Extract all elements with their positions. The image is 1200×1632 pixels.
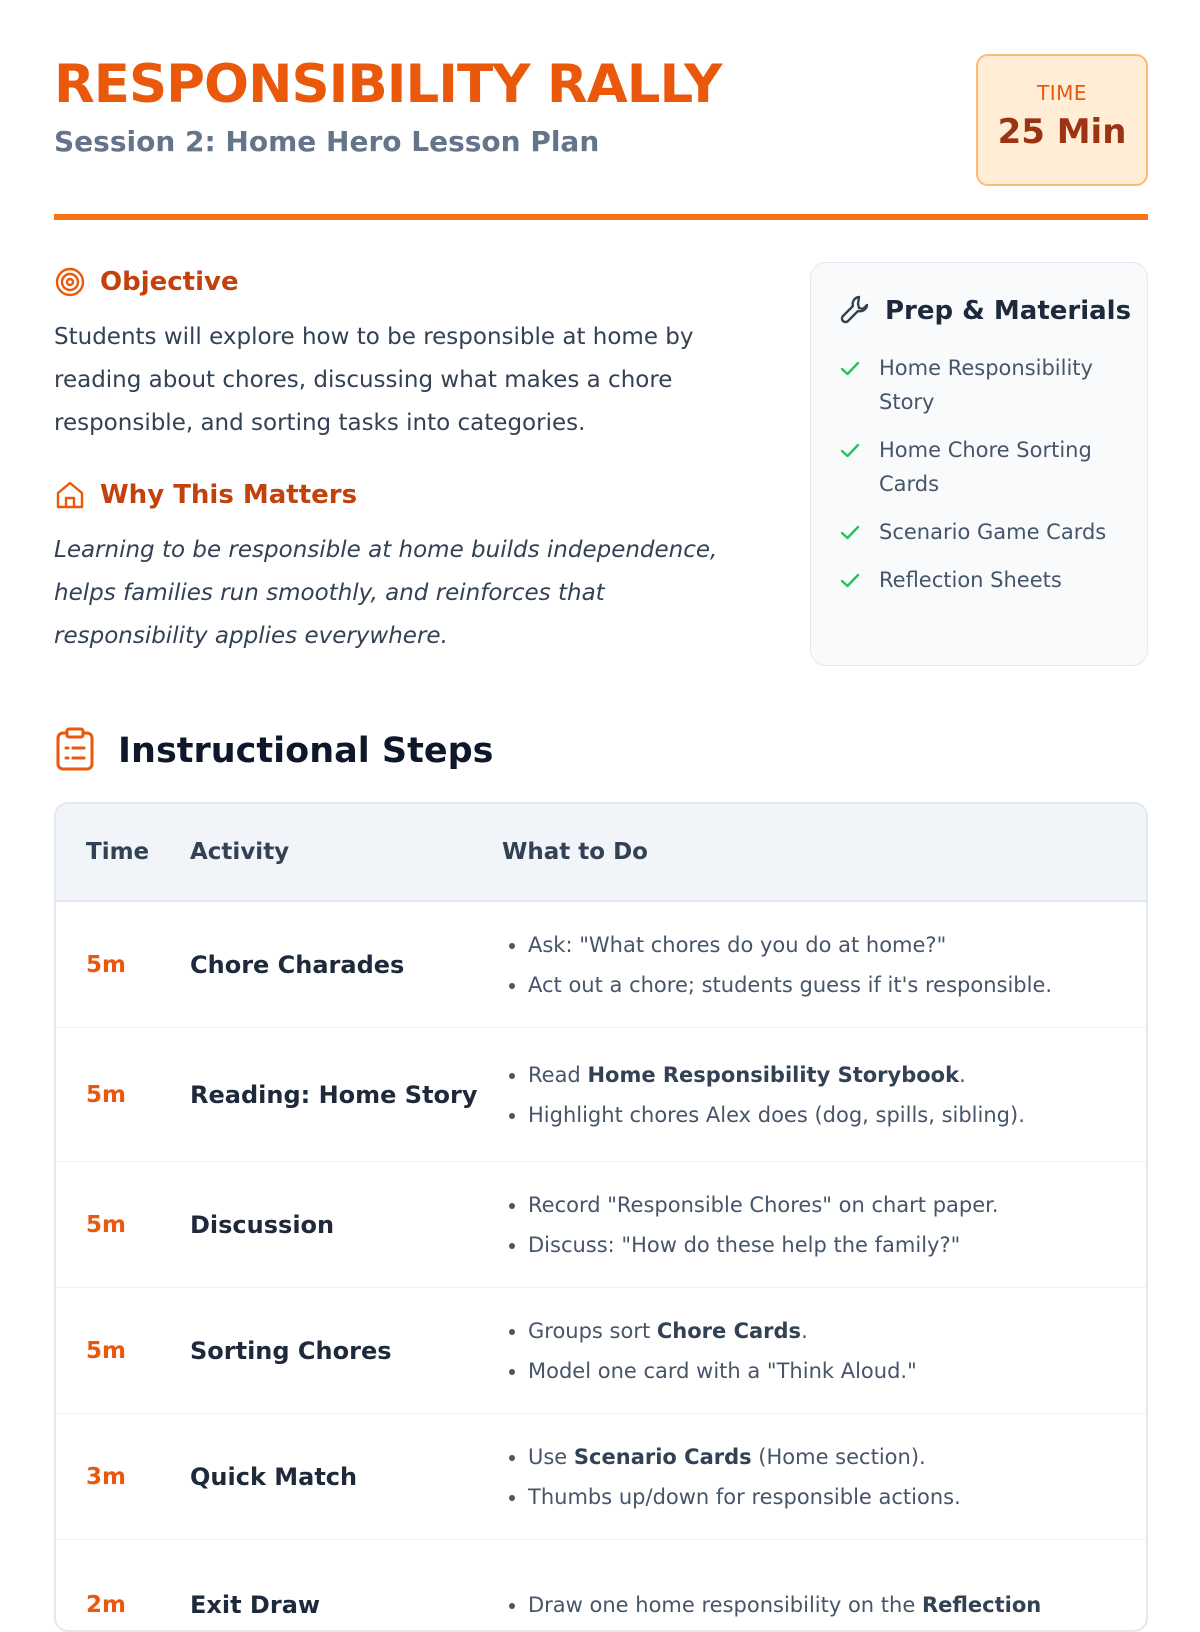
instruction-text: Act out a chore; students guess if it's responsible. xyxy=(528,972,1053,997)
instruction-item xyxy=(528,1585,1126,1625)
step-activity: Sorting Chores xyxy=(190,1336,392,1365)
table-row xyxy=(56,1028,1146,1162)
instruction-item xyxy=(528,1225,1126,1265)
instruction-text: Ask: "What chores do you do at home?" xyxy=(528,932,947,957)
header-divider xyxy=(54,214,1148,220)
instruction-text: Read xyxy=(528,1062,588,1087)
page-title: RESPONSIBILITY RALLY xyxy=(54,54,722,115)
instruction-resource: Scenario Cards xyxy=(573,1444,752,1469)
header xyxy=(54,50,1148,220)
instruction-item xyxy=(528,1095,1126,1135)
instruction-item xyxy=(528,1477,1126,1517)
check-icon xyxy=(839,433,865,467)
check-icon xyxy=(839,515,865,549)
clipboard-icon xyxy=(54,726,96,776)
instruction-item xyxy=(528,1311,1126,1351)
time-badge xyxy=(976,54,1148,186)
column-header-time: Time xyxy=(86,839,150,865)
step-instructions xyxy=(502,1585,1146,1625)
materials-item xyxy=(839,515,1121,549)
objective-heading xyxy=(54,262,754,302)
instruction-text: . xyxy=(801,1318,808,1343)
instruction-text: Thumbs up/down for responsible actions. xyxy=(528,1484,961,1509)
instruction-text: Highlight chores Alex does (dog, spills, sibling). xyxy=(528,1102,1025,1127)
objective-title: Objective xyxy=(100,267,239,297)
check-icon xyxy=(839,563,865,597)
time-label: TIME xyxy=(1036,81,1087,105)
instruction-text: Use xyxy=(528,1444,574,1469)
step-instructions xyxy=(502,1185,1146,1265)
materials-item-label: Home Responsibility Story xyxy=(879,356,1093,414)
step-time: 2m xyxy=(86,1591,126,1618)
instruction-text: Model one card with a "Think Aloud." xyxy=(528,1358,917,1383)
instruction-item xyxy=(528,965,1126,1005)
step-time: 5m xyxy=(86,1081,126,1108)
instruction-text: (Home section). xyxy=(751,1444,926,1469)
step-activity: Quick Match xyxy=(190,1462,358,1491)
left-column xyxy=(54,262,754,658)
materials-title: Prep & Materials xyxy=(885,296,1132,326)
time-value: 25 Min xyxy=(997,112,1127,152)
check-icon xyxy=(839,351,865,385)
step-activity: Discussion xyxy=(190,1210,335,1239)
materials-card xyxy=(810,262,1148,666)
instruction-item xyxy=(528,1055,1126,1095)
steps-table xyxy=(54,802,1148,1632)
materials-list xyxy=(839,351,1121,597)
instruction-text: . xyxy=(959,1062,966,1087)
table-body xyxy=(56,902,1146,1632)
steps-heading xyxy=(54,726,493,776)
instruction-resource: Home Responsibility Storybook xyxy=(587,1062,960,1087)
materials-item xyxy=(839,351,1121,419)
why-title: Why This Matters xyxy=(100,480,358,510)
instruction-text: Draw one home responsibility on the xyxy=(528,1592,922,1617)
step-activity: Reading: Home Story xyxy=(190,1080,478,1109)
objective-text: Students will explore how to be responsible at home by reading about chores, discussing what makes a chore responsible, and sorting tasks into categories. xyxy=(54,324,694,436)
step-instructions xyxy=(502,1055,1146,1135)
instruction-item xyxy=(528,1351,1126,1391)
materials-item xyxy=(839,563,1121,597)
materials-item-label: Scenario Game Cards xyxy=(879,520,1107,544)
step-instructions xyxy=(502,1437,1146,1517)
materials-heading xyxy=(839,293,1132,329)
table-row xyxy=(56,1540,1146,1632)
instruction-item xyxy=(528,925,1126,965)
materials-item xyxy=(839,433,1121,501)
column-header-activity: Activity xyxy=(190,839,290,865)
column-header-what-to-do: What to Do xyxy=(502,839,648,865)
step-time: 5m xyxy=(86,1211,126,1238)
house-icon xyxy=(54,479,86,511)
table-row xyxy=(56,902,1146,1028)
step-time: 3m xyxy=(86,1463,126,1490)
instruction-text: Discuss: "How do these help the family?" xyxy=(528,1232,961,1257)
step-time: 5m xyxy=(86,951,126,978)
materials-item-label: Home Chore Sorting Cards xyxy=(879,438,1092,496)
step-activity: Chore Charades xyxy=(190,950,405,979)
wrench-icon xyxy=(839,293,871,329)
instruction-text: Record "Responsible Chores" on chart paper. xyxy=(528,1192,999,1217)
instruction-resource: Reflection xyxy=(921,1592,1042,1617)
why-text: Learning to be responsible at home builds independence, helps families run smoothly, and reinforces that responsibility applies everywhere. xyxy=(54,537,718,649)
instruction-text: Groups sort xyxy=(528,1318,657,1343)
table-row xyxy=(56,1162,1146,1288)
page-subtitle: Session 2: Home Hero Lesson Plan xyxy=(54,125,600,158)
step-time: 5m xyxy=(86,1337,126,1364)
instruction-item xyxy=(528,1185,1126,1225)
table-header xyxy=(56,804,1146,902)
steps-title: Instructional Steps xyxy=(118,731,494,771)
step-instructions xyxy=(502,1311,1146,1391)
step-instructions xyxy=(502,925,1146,1005)
table-row xyxy=(56,1288,1146,1414)
target-icon xyxy=(54,266,86,298)
step-activity: Exit Draw xyxy=(190,1590,321,1619)
table-row xyxy=(56,1414,1146,1540)
instruction-item xyxy=(528,1437,1126,1477)
materials-item-label: Reflection Sheets xyxy=(879,568,1062,592)
why-heading xyxy=(54,475,754,515)
instruction-resource: Chore Cards xyxy=(656,1318,802,1343)
